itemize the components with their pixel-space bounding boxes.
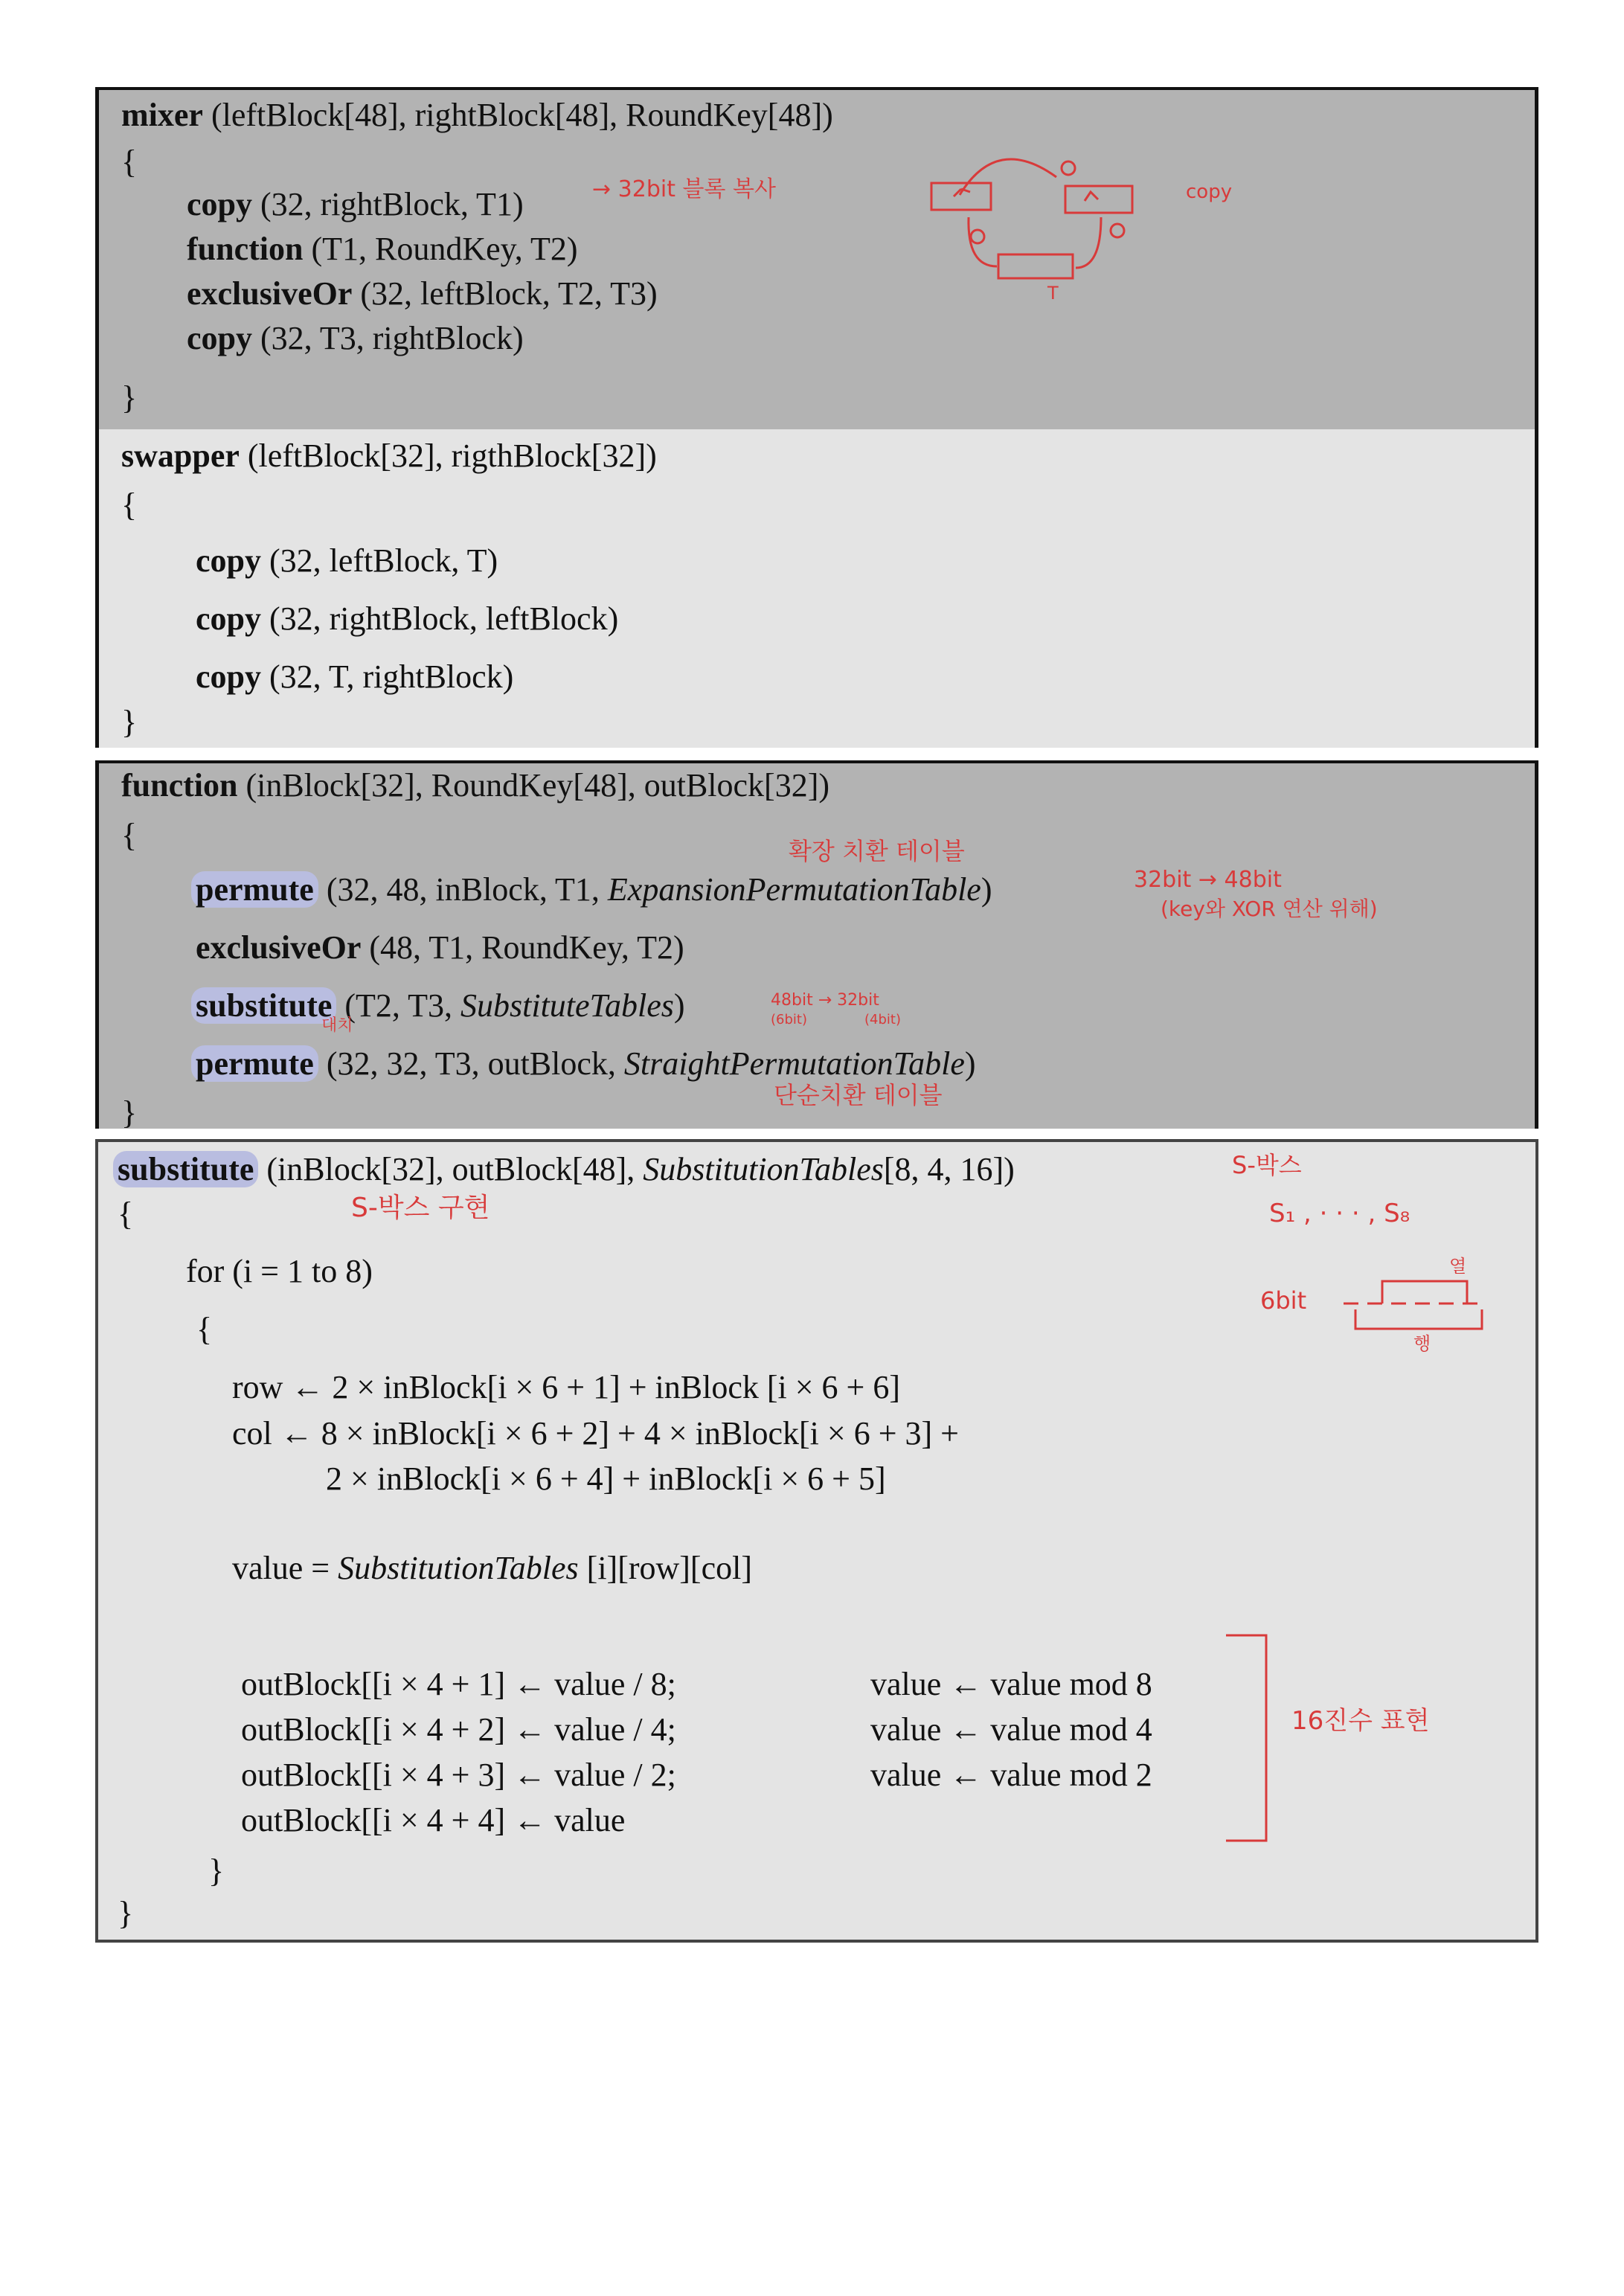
step-circle (971, 230, 984, 243)
inner-open-brace: { (196, 1311, 213, 1347)
sbox-note: S-박스 (1232, 1151, 1302, 1179)
straight-table-note: 단순치환 테이블 (774, 1081, 943, 1109)
sbox-impl-note: S-박스 구현 (351, 1193, 490, 1223)
col-bracket (1382, 1281, 1467, 1303)
args-end: ) (964, 1045, 976, 1082)
out-line: outBlock[[i × 4 + 4] ← value (241, 1802, 626, 1838)
swapper-keyword: swapper (121, 437, 240, 474)
params-end: [8, 4, 16]) (883, 1151, 1015, 1187)
table-name: SubstituteTables (460, 987, 674, 1024)
args-end: ) (673, 987, 685, 1024)
open-brace: { (121, 817, 138, 853)
args: (32, T, rightBlock) (261, 658, 514, 695)
close-brace: } (118, 1895, 134, 1931)
hex-bracket (1226, 1635, 1266, 1841)
close-brace: } (121, 704, 138, 740)
six-bit-note: 6bit (1260, 1286, 1307, 1315)
args-end: ) (981, 871, 992, 908)
open-brace: { (121, 487, 138, 523)
expansion-table-note: 확장 치환 테이블 (789, 837, 965, 865)
keyword: copy (196, 600, 261, 637)
right-block-box (1065, 186, 1132, 213)
keyword: copy (187, 320, 252, 356)
table-name: StraightPermutationTable (623, 1045, 965, 1082)
args: (32, rightBlock, T1) (252, 186, 524, 222)
mod-line: value ← value mod 8 (870, 1666, 1152, 1702)
table-name: SubstitutionTables (338, 1550, 579, 1586)
substitute-keyword: substitute (113, 1151, 258, 1187)
bit-reduce-note: 48bit → 32bit (771, 991, 879, 1010)
value-lhs: value = (232, 1550, 338, 1586)
keyword: permute (191, 1045, 318, 1082)
function-keyword: function (121, 767, 238, 804)
arrow-head (1085, 192, 1098, 201)
table-name: SubstitutionTables (643, 1151, 884, 1187)
hex-repr-note: 16진수 표현 (1291, 1706, 1430, 1736)
mixer-params: (leftBlock[48], rightBlock[48], RoundKey[48]) (202, 97, 833, 133)
row-line: row ← 2 × inBlock[i × 6 + 1] + inBlock [i × 6 + 6] (232, 1369, 901, 1405)
args: (T2, T3, (336, 987, 460, 1024)
arc-right (1076, 217, 1101, 268)
keyword: function (187, 231, 304, 267)
out-line: outBlock[[i × 4 + 1] ← value / 8; (241, 1666, 676, 1702)
args: (T1, RoundKey, T2) (303, 231, 578, 267)
bit-expand-note: 32bit → 48bit (1134, 867, 1282, 893)
keyword: exclusiveOr (196, 929, 362, 966)
copy-word: copy (1186, 181, 1233, 203)
out-line: outBlock[[i × 4 + 3] ← value / 2; (241, 1757, 676, 1793)
left-block-box (931, 183, 991, 210)
keyword: copy (196, 542, 261, 579)
for-line: for (i = 1 to 8) (186, 1253, 373, 1289)
out-line: outBlock[[i × 4 + 2] ← value / 4; (241, 1711, 676, 1748)
step-circle (1111, 224, 1124, 237)
keyword: exclusiveOr (187, 275, 353, 312)
args: (32, leftBlock, T2, T3) (352, 275, 658, 312)
keyword: copy (196, 658, 261, 695)
col-line-cont: 2 × inBlock[i × 6 + 4] + inBlock[i × 6 + 5] (326, 1460, 886, 1497)
t-block-box (998, 254, 1073, 278)
row-ko-note: 행 (1413, 1333, 1431, 1354)
col-line: col ← 8 × inBlock[i × 6 + 2] + 4 × inBlock[i × 6 + 3] + (232, 1415, 959, 1452)
keyword: substitute (191, 987, 336, 1024)
swapper-params: (leftBlock[32], rigthBlock[32]) (239, 437, 657, 474)
copy-note: → 32bit 블록 복사 (592, 176, 776, 202)
row-bracket (1355, 1309, 1482, 1329)
table-name: ExpansionPermutationTable (607, 871, 981, 908)
open-brace: { (118, 1196, 134, 1232)
bit-reduce-6: (6bit) (771, 1012, 807, 1027)
close-brace: } (121, 379, 138, 416)
bit-expand-reason: (key와 XOR 연산 위해) (1161, 897, 1378, 921)
value-index: [i][row][col] (578, 1550, 752, 1586)
col-ko-note: 열 (1449, 1256, 1467, 1277)
args: (32, 48, inBlock, T1, (318, 871, 608, 908)
args: (32, leftBlock, T) (261, 542, 498, 579)
mod-line: value ← value mod 2 (870, 1757, 1152, 1793)
args: (32, 32, T3, outBlock, (318, 1045, 624, 1082)
open-brace: { (121, 144, 138, 180)
diagram-t-label: T (1047, 283, 1059, 304)
args: (48, T1, RoundKey, T2) (361, 929, 684, 966)
close-brace: } (121, 1094, 138, 1131)
mod-line: value ← value mod 4 (870, 1711, 1152, 1748)
args: (32, rightBlock, leftBlock) (261, 600, 619, 637)
keyword: copy (187, 186, 252, 222)
sbox-range-note: S₁ , · · · , S₈ (1269, 1199, 1410, 1228)
mixer-keyword: mixer (121, 97, 203, 133)
args: (32, T3, rightBlock) (252, 320, 524, 356)
step-circle (1062, 161, 1075, 175)
keyword: permute (191, 871, 318, 908)
substitute-params: (inBlock[32], outBlock[48], (258, 1151, 643, 1187)
inner-close-brace: } (208, 1853, 225, 1889)
bit-reduce-4: (4bit) (864, 1012, 901, 1027)
substitute-ko-note: 대치 (321, 1016, 353, 1035)
function-params: (inBlock[32], RoundKey[48], outBlock[32]) (237, 767, 830, 804)
arc-top (960, 159, 1056, 195)
